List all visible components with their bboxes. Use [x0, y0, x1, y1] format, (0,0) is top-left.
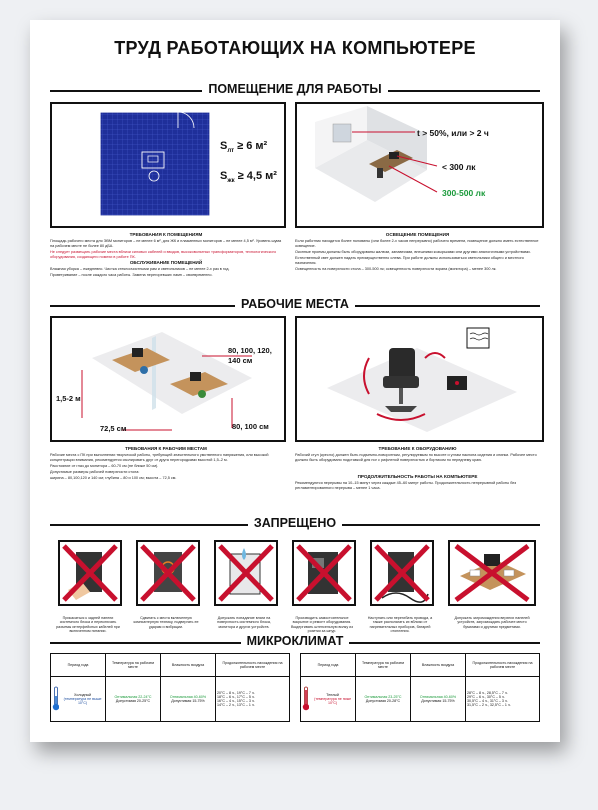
room-requirements-text: Площадь рабочего места для ЭВМ мониторов – не менее 6 м², для ЖК и плазменных мониторов – не менее 4,5 м². Уровень шума на рабочем месте не более 80 дБА. Не следует размещать рабочие места вблизи силовых кабелей и вводов, высоковольтных трансформаторов, технологического оборудования, создающего помехи в работе ПК.: [50, 239, 282, 259]
forbidden-illustration-3: [216, 542, 276, 604]
duration-cell: 20°С – 8 ч., 19°С – 7 ч. 18°С – 6 ч., 17°С – 5 ч. 16°С – 4 ч., 15°С – 3 ч. 14°С – 2 ч., 13°С – 1 ч.: [216, 677, 290, 722]
poster: [30, 20, 560, 742]
forbidden-illustration-1: [60, 542, 120, 604]
lighting-text: Если работник находится более половины (или более 2-х часов непрерывно) рабочего времени, помещение должно иметь естественное освещение. Оконные проемы должны быть оборудованы жалюзи, занавесями, внешними козырьками или другими аналогичными устройствами. Естественный свет должен падать преимущественно слева. При работе должны использоваться светильники общего и местного назначения. Освещенность на поверхности стола – 300-500 лк; освещенность поверхности экрана (монитора) – менее 300 лк.: [295, 239, 539, 272]
forbidden-illustration-2: [138, 542, 198, 604]
forbidden-panel-1: [58, 540, 122, 606]
thermometer-warm-icon: [302, 686, 309, 712]
equipment-text: Рабочий стул (кресло) должен быть подъемно-поворотным, регулируемым по высоте и углам наклона сидения и спинки. Рабочее место должно быть оборудовано подставкой для ног с рифленой поверхностью и бортиком по переднему краю.: [295, 453, 537, 462]
lighting-heading: ОСВЕЩЕНИЕ ПОМЕЩЕНИЯ: [385, 232, 450, 237]
forbidden-panel-3: [214, 540, 278, 606]
col-temperature: Температура на рабочем месте: [106, 654, 161, 677]
forbidden-illustration-6: [450, 542, 534, 604]
forbidden-caption-6: Допускать загромождения верхних панелей устройств, загромождать рабочее место бумагами и другими предметами.: [454, 616, 530, 629]
desk-lux-label: 300-500 лк: [442, 188, 486, 198]
forbidden-illustration-4: [294, 542, 354, 604]
screen-lux-label: < 300 лк: [442, 162, 476, 172]
col-duration: Продолжительность нахождения на рабочем месте: [216, 654, 290, 677]
chair-panel: [295, 316, 544, 442]
forbidden-panel-2: [136, 540, 200, 606]
col-season: Период года: [301, 654, 356, 677]
workplace-layout-panel: [50, 316, 286, 442]
room-service-text: Влажная уборка – ежедневно. Чистка стеклоочистными рам и светильников – не менее 2-х раз в год. Проветривание – после каждого часа работы. Замена перегоревших ламп – своевременно.: [50, 267, 230, 278]
breaks-text: Рекомендуются перерывы на 10–15 минут через каждые 45–60 минут работы. Продолжительность непрерывной работы без регламентированного перерыва – менее 1 часа.: [295, 481, 517, 490]
page-title: ТРУД РАБОТАЮЩИХ НА КОМПЬЮТЕРЕ: [114, 38, 476, 58]
partition-distance-label: 1,5-2 м: [56, 394, 81, 403]
season-cell: Холодный (температура не выше 10°С): [51, 677, 106, 722]
col-temperature: Температура на рабочем месте: [356, 654, 411, 677]
forbidden-illustration-5: [372, 542, 432, 604]
section-heading-workplaces: РАБОЧИЕ МЕСТА: [30, 297, 560, 313]
room-lighting-illustration: [297, 104, 542, 226]
desk-width-label: 80, 100, 120, 140 см: [228, 346, 272, 365]
section-heading-microclimate: МИКРОКЛИМАТ: [30, 634, 560, 650]
thermometer-cold-icon: [52, 686, 59, 712]
section-heading-room: ПОМЕЩЕНИЕ ДЛЯ РАБОТЫ: [30, 82, 560, 98]
duration-cell: 28°С – 8 ч., 28,5°С – 7 ч. 29°С – 6 ч., 30°С – 5 ч. 30,5°С – 4 ч., 31°С – 3 ч. 31,5°С – 2 ч., 32,5°С – 1 ч.: [466, 677, 540, 722]
col-humidity: Влажность воздуха: [411, 654, 466, 677]
forbidden-caption-5: Наступать или перегибать провода, а также располагать их вблизи от нагревательных приборов, батарей отопления.: [367, 616, 433, 634]
forbidden-panel-5: [370, 540, 434, 606]
light-time-label: t > 50%, или > 2 ч: [417, 128, 489, 138]
area-lcd-label: $S_{лт} \ge 6$ м²: [220, 140, 268, 155]
room-plan-panel: [50, 102, 286, 228]
season-cell: Теплый (температура не ниже 10°С): [301, 677, 356, 722]
room-service-heading: ОБСЛУЖИВАНИЕ ПОМЕЩЕНИЙ: [129, 260, 203, 265]
microclimate-table-warm: [300, 653, 540, 722]
forbidden-panel-6: [448, 540, 536, 606]
room-requirements-heading: ТРЕБОВАНИЯ К ПОМЕЩЕНИЯМ: [129, 232, 203, 237]
microclimate-table-cold: [50, 653, 290, 722]
area-crt-label: $S_{жк} \ge 4,5$ м²: [220, 170, 277, 185]
forbidden-panel-4: [292, 540, 356, 606]
forbidden-caption-3: Допускать попадание влаги на поверхность системного блока, монитора и других устройств.: [217, 616, 271, 629]
humidity-cell: Оптимальная 40-60% Допустимая 15-75%: [161, 677, 216, 722]
humidity-cell: Оптимальная 40-60% Допустимая 15-75%: [411, 677, 466, 722]
temperature-cell: Оптимальная 23-25°С Допустимая 20-28°С: [356, 677, 411, 722]
chair-illustration: [297, 318, 542, 440]
desk-depth-label: 80, 100 см: [232, 422, 269, 431]
workplace-requirements-text: Рабочие места с ПК при выполнении творческой работы, требующей значительного умственного напряжения, или высокой концентрации внимания, рекомендуется изолировать друг от друга перегородками высотой 1,5–2 м. Расстояние от глаз до монитора – 60-70 см (не ближе 50 см). Допустимые размеры рабочей поверхности стола: ширина – 80,100,120 и 140 см; глубина – 80 и 100 см; высота – 72,5 см.: [50, 453, 269, 481]
forbidden-caption-1: Прикасаться к задней панели системного блока и переключать разъемы интерфейсных кабелей при включенном питании.: [56, 616, 120, 634]
breaks-heading: ПРОДОЛЖИТЕЛЬНОСТЬ РАБОТЫ НА КОМПЬЮТЕРЕ: [357, 474, 478, 479]
section-heading-forbidden: ЗАПРЕЩЕНО: [30, 516, 560, 532]
col-season: Период года: [51, 654, 106, 677]
room-plan-illustration: [52, 104, 284, 226]
table-row: [301, 677, 540, 722]
col-duration: Продолжительность нахождения на рабочем месте: [466, 654, 540, 677]
room-lighting-panel: [295, 102, 544, 228]
temperature-cell: Оптимальная 22-24°С Допустимая 20-25°С: [106, 677, 161, 722]
desk-height-label: 72,5 см: [100, 424, 127, 433]
forbidden-caption-4: Производить самостоятельное вскрытие и ремонт оборудования. Выдергивать штепсельную вилку из розетки за шнур.: [291, 616, 353, 634]
equipment-heading: ТРЕБОВАНИЕ К ОБОРУДОВАНИЮ: [378, 446, 457, 451]
col-humidity: Влажность воздуха: [161, 654, 216, 677]
workplace-requirements-heading: ТРЕБОВАНИЯ К РАБОЧИМ МЕСТАМ: [125, 446, 207, 451]
forbidden-caption-2: Сдвигать с места включенную компьютерную технику, подвергать ее ударам и вибрации.: [133, 616, 199, 629]
table-row: [51, 677, 290, 722]
